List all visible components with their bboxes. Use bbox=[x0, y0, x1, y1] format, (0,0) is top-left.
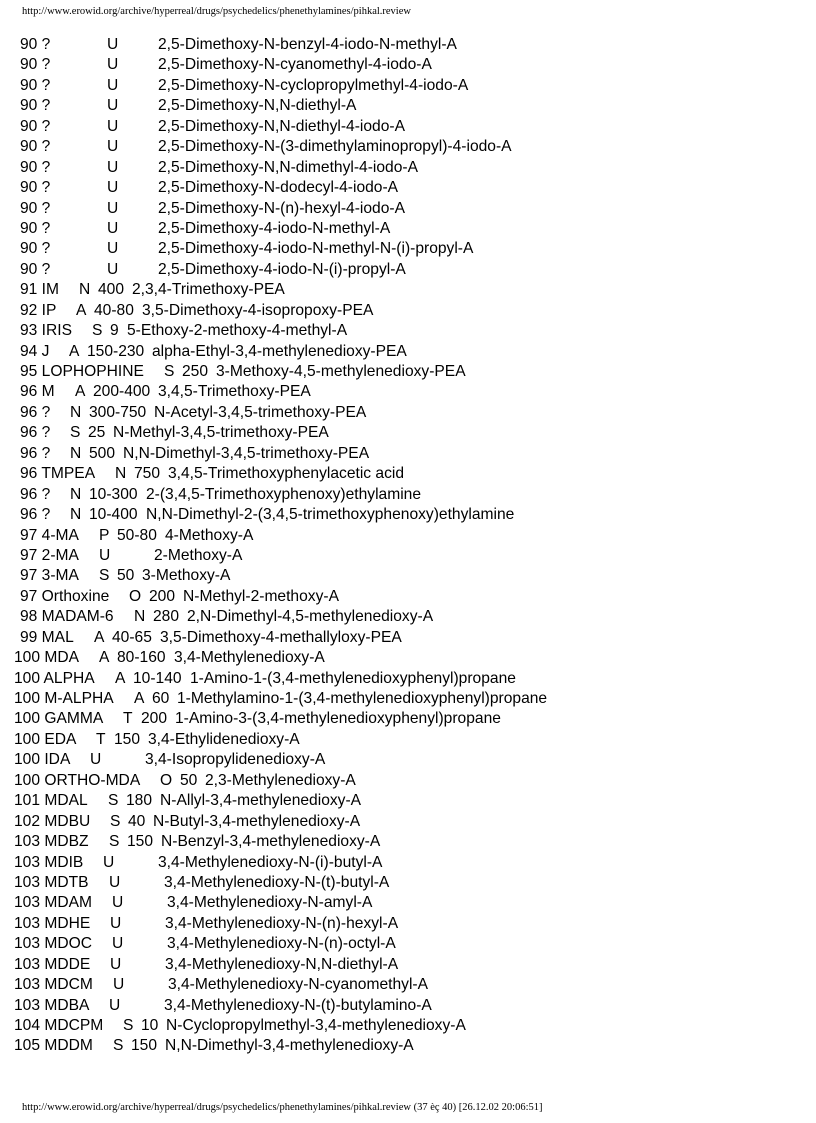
compound-name: N-Methyl-3,4,5-trimethoxy-PEA bbox=[113, 424, 329, 442]
page-and-code: 96 ? bbox=[20, 485, 51, 503]
listing-row bbox=[0, 669, 816, 689]
listing-row bbox=[0, 342, 816, 362]
activity-class: A bbox=[69, 342, 80, 360]
activity-class: N bbox=[134, 608, 146, 626]
compound-name: N-Methyl-2-methoxy-A bbox=[183, 587, 339, 605]
activity-class: N bbox=[70, 485, 82, 503]
page-and-code: 92 IP bbox=[20, 301, 57, 319]
compound-name: N,N-Dimethyl-3,4-methylenedioxy-A bbox=[165, 1037, 414, 1055]
compound-name: 3,4,5-Trimethoxy-PEA bbox=[158, 383, 311, 401]
activity-class: U bbox=[113, 976, 125, 994]
compound-name: 2,5-Dimethoxy-N-benzyl-4-iodo-N-methyl-A bbox=[158, 36, 457, 53]
compound-name: 1-Amino-1-(3,4-methylenedioxyphenyl)propane bbox=[190, 669, 516, 687]
listing-row bbox=[0, 771, 816, 791]
listing-row bbox=[0, 35, 816, 55]
listing-row bbox=[0, 628, 816, 648]
activity-class: U bbox=[107, 158, 119, 176]
listing-row bbox=[0, 280, 816, 300]
compound-name: 3,4-Methylenedioxy-N-cyanomethyl-A bbox=[168, 976, 428, 994]
page-and-code: 100 M-ALPHA bbox=[14, 690, 114, 707]
listing-row bbox=[0, 1016, 816, 1036]
listing-row bbox=[0, 955, 816, 975]
activity-class: U bbox=[103, 853, 115, 871]
page-and-code: 90 ? bbox=[20, 76, 51, 94]
page-and-code: 98 MADAM-6 bbox=[20, 608, 114, 626]
listing-row bbox=[0, 996, 816, 1016]
activity-class: A bbox=[115, 669, 126, 687]
listing-row bbox=[0, 382, 816, 402]
listing-row bbox=[0, 117, 816, 137]
page-and-code: 90 ? bbox=[20, 117, 51, 135]
compound-name: N-Cyclopropylmethyl-3,4-methylenedioxy-A bbox=[166, 1017, 466, 1034]
activity-class: A bbox=[94, 628, 105, 646]
listing-row bbox=[0, 1036, 816, 1056]
activity-class: U bbox=[107, 260, 119, 278]
compound-name: N,N-Dimethyl-3,4,5-trimethoxy-PEA bbox=[123, 444, 370, 462]
activity-class: U bbox=[112, 935, 124, 953]
listing-row bbox=[0, 505, 816, 525]
listing-row bbox=[0, 853, 816, 873]
compound-listing bbox=[0, 35, 816, 1057]
listing-row bbox=[0, 709, 816, 729]
compound-name: 2,3,4-Trimethoxy-PEA bbox=[132, 281, 285, 299]
activity-class: U bbox=[107, 56, 119, 74]
compound-name: 2,N-Dimethyl-4,5-methylenedioxy-A bbox=[187, 608, 434, 626]
page-url-header: http://www.erowid.org/archive/hyperreal/drugs/psychedelics/phenethylamines/pihkal.review bbox=[22, 6, 411, 17]
page-and-code: 100 IDA bbox=[14, 751, 71, 769]
dosage: 10 bbox=[141, 1017, 159, 1034]
listing-row bbox=[0, 526, 816, 546]
page-and-code: 105 MDDM bbox=[14, 1037, 93, 1055]
listing-row bbox=[0, 239, 816, 259]
page-and-code: 90 ? bbox=[20, 260, 51, 278]
page-and-code: 96 M bbox=[20, 383, 55, 401]
activity-class: A bbox=[99, 649, 110, 667]
listing-row bbox=[0, 301, 816, 321]
compound-name: 3,4-Methylenedioxy-N-(n)-octyl-A bbox=[167, 935, 396, 953]
compound-name: 3,4-Methylenedioxy-N-(t)-butyl-A bbox=[164, 873, 390, 891]
page-and-code: 102 MDBU bbox=[14, 812, 91, 830]
dosage: 750 bbox=[134, 465, 161, 483]
compound-name: 3-Methoxy-A bbox=[142, 567, 231, 585]
page-and-code: 100 EDA bbox=[14, 730, 77, 748]
activity-class: S bbox=[164, 363, 175, 380]
page-and-code: 103 MDOC bbox=[14, 935, 92, 953]
page-and-code: 103 MDBZ bbox=[14, 833, 89, 851]
page-and-code: 97 3-MA bbox=[20, 567, 79, 585]
activity-class: U bbox=[107, 199, 119, 217]
compound-name: N-Allyl-3,4-methylenedioxy-A bbox=[160, 792, 362, 810]
page-and-code: 99 MAL bbox=[20, 628, 74, 646]
page-and-code: 90 ? bbox=[20, 158, 51, 176]
compound-name: 2,5-Dimethoxy-N-cyclopropylmethyl-4-iodo-A bbox=[158, 76, 469, 94]
page-and-code: 90 ? bbox=[20, 179, 51, 197]
dosage: 280 bbox=[153, 608, 180, 626]
page-and-code: 94 J bbox=[20, 342, 50, 360]
dosage: 25 bbox=[88, 424, 106, 442]
compound-name: 3,4-Methylenedioxy-N-(n)-hexyl-A bbox=[165, 914, 399, 932]
listing-row bbox=[0, 199, 816, 219]
dosage: 300-750 bbox=[89, 403, 147, 421]
dosage: 180 bbox=[126, 792, 153, 810]
page-and-code: 103 MDAM bbox=[14, 894, 92, 912]
listing-row bbox=[0, 648, 816, 668]
compound-name: 2,5-Dimethoxy-N-(n)-hexyl-4-iodo-A bbox=[158, 199, 405, 217]
page-and-code: 90 ? bbox=[20, 219, 51, 237]
dosage: 200 bbox=[141, 710, 168, 728]
activity-class: A bbox=[75, 383, 86, 401]
activity-class: S bbox=[99, 567, 110, 585]
dosage: 10-300 bbox=[89, 485, 138, 503]
compound-name: 2,5-Dimethoxy-N,N-diethyl-A bbox=[158, 97, 357, 115]
listing-row bbox=[0, 566, 816, 586]
listing-row bbox=[0, 832, 816, 852]
activity-class: U bbox=[107, 97, 119, 115]
dosage: 40-80 bbox=[94, 301, 134, 319]
dosage: 200-400 bbox=[93, 383, 151, 401]
dosage: 150-230 bbox=[87, 342, 145, 360]
listing-row bbox=[0, 76, 816, 96]
page-and-code: 103 MDHE bbox=[14, 914, 91, 932]
activity-class: P bbox=[99, 526, 110, 544]
dosage: 40-65 bbox=[112, 628, 152, 646]
compound-name: 3,4-Methylenedioxy-N-(i)-butyl-A bbox=[158, 853, 383, 871]
compound-name: N-Acetyl-3,4,5-trimethoxy-PEA bbox=[154, 403, 367, 421]
listing-row bbox=[0, 178, 816, 198]
listing-row bbox=[0, 934, 816, 954]
activity-class: A bbox=[134, 690, 145, 707]
listing-row bbox=[0, 403, 816, 423]
page-and-code: 100 MDA bbox=[14, 649, 80, 667]
compound-name: 5-Ethoxy-2-methoxy-4-methyl-A bbox=[127, 322, 348, 340]
page-and-code: 90 ? bbox=[20, 56, 51, 74]
dosage: 10-140 bbox=[133, 669, 182, 687]
compound-name: 3,5-Dimethoxy-4-methallyloxy-PEA bbox=[160, 628, 402, 646]
listing-row bbox=[0, 158, 816, 178]
page-and-code: 97 2-MA bbox=[20, 546, 79, 564]
activity-class: U bbox=[109, 996, 121, 1014]
activity-class: N bbox=[70, 403, 82, 421]
listing-row bbox=[0, 873, 816, 893]
page-and-code: 100 ALPHA bbox=[14, 669, 95, 687]
compound-name: 2,5-Dimethoxy-4-iodo-N-methyl-A bbox=[158, 219, 391, 237]
compound-name: 2,3-Methylenedioxy-A bbox=[205, 771, 356, 789]
listing-row bbox=[0, 546, 816, 566]
listing-row bbox=[0, 485, 816, 505]
listing-row bbox=[0, 914, 816, 934]
page-and-code: 100 GAMMA bbox=[14, 710, 104, 728]
page-and-code: 103 MDIB bbox=[14, 853, 84, 871]
page-and-code: 103 MDCM bbox=[14, 976, 93, 994]
activity-class: U bbox=[107, 219, 119, 237]
page-and-code: 93 IRIS bbox=[20, 322, 73, 340]
compound-name: N,N-Dimethyl-2-(3,4,5-trimethoxyphenoxy)ethylamine bbox=[146, 506, 515, 524]
page-and-code: 96 ? bbox=[20, 424, 51, 442]
page-and-code: 95 LOPHOPHINE bbox=[20, 363, 144, 380]
activity-class: U bbox=[112, 894, 124, 912]
dosage: 80-160 bbox=[117, 649, 166, 667]
compound-name: 3-Methoxy-4,5-methylenedioxy-PEA bbox=[216, 363, 466, 380]
compound-name: 2-(3,4,5-Trimethoxyphenoxy)ethylamine bbox=[146, 485, 422, 503]
listing-row bbox=[0, 260, 816, 280]
listing-row bbox=[0, 96, 816, 116]
activity-class: N bbox=[70, 506, 82, 524]
activity-class: T bbox=[123, 710, 133, 728]
page-and-code: 97 Orthoxine bbox=[20, 587, 110, 605]
compound-name: 3,4,5-Trimethoxyphenylacetic acid bbox=[168, 465, 405, 483]
listing-row bbox=[0, 55, 816, 75]
page-and-code: 96 ? bbox=[20, 444, 51, 462]
activity-class: S bbox=[108, 792, 119, 810]
listing-row bbox=[0, 607, 816, 627]
compound-name: 3,4-Methylenedioxy-N-amyl-A bbox=[167, 894, 373, 912]
listing-row bbox=[0, 893, 816, 913]
dosage: 9 bbox=[110, 322, 119, 340]
dosage: 200 bbox=[149, 587, 176, 605]
activity-class: O bbox=[129, 587, 142, 605]
activity-class: S bbox=[70, 424, 81, 442]
activity-class: S bbox=[113, 1037, 124, 1055]
page-and-code: 104 MDCPM bbox=[14, 1017, 104, 1034]
activity-class: O bbox=[160, 771, 173, 789]
listing-row bbox=[0, 587, 816, 607]
listing-row bbox=[0, 750, 816, 770]
activity-class: N bbox=[115, 465, 127, 483]
page-and-code: 103 MDBA bbox=[14, 996, 90, 1014]
dosage: 40 bbox=[128, 812, 146, 830]
page-and-code: 96 ? bbox=[20, 506, 51, 524]
activity-class: U bbox=[107, 138, 119, 156]
listing-row bbox=[0, 444, 816, 464]
page-and-code: 90 ? bbox=[20, 97, 51, 115]
compound-name: 1-Amino-3-(3,4-methylenedioxyphenyl)propane bbox=[175, 710, 501, 728]
dosage: 400 bbox=[98, 281, 125, 299]
dosage: 50 bbox=[117, 567, 135, 585]
page-and-code: 96 TMPEA bbox=[20, 465, 96, 483]
dosage: 150 bbox=[114, 730, 141, 748]
activity-class: N bbox=[70, 444, 82, 462]
compound-name: N-Butyl-3,4-methylenedioxy-A bbox=[153, 812, 361, 830]
page-and-code: 101 MDAL bbox=[14, 792, 88, 810]
compound-name: 2,5-Dimethoxy-4-iodo-N-(i)-propyl-A bbox=[158, 260, 406, 278]
page-and-code: 90 ? bbox=[20, 138, 51, 156]
listing-row bbox=[0, 219, 816, 239]
dosage: 50-80 bbox=[117, 526, 157, 544]
listing-row bbox=[0, 137, 816, 157]
listing-row bbox=[0, 423, 816, 443]
activity-class: U bbox=[107, 117, 119, 135]
compound-name: 3,4-Ethylidenedioxy-A bbox=[148, 730, 300, 748]
compound-name: 2,5-Dimethoxy-4-iodo-N-methyl-N-(i)-propyl-A bbox=[158, 240, 474, 258]
activity-class: U bbox=[107, 179, 119, 197]
compound-name: 3,4-Isopropylidenedioxy-A bbox=[145, 751, 326, 769]
compound-name: N-Benzyl-3,4-methylenedioxy-A bbox=[161, 833, 381, 851]
page-and-code: 103 MDDE bbox=[14, 955, 91, 973]
page-and-code: 90 ? bbox=[20, 36, 51, 53]
page-and-code: 90 ? bbox=[20, 240, 51, 258]
dosage: 150 bbox=[127, 833, 154, 851]
activity-class: S bbox=[92, 322, 103, 340]
compound-name: 2-Methoxy-A bbox=[154, 546, 243, 564]
compound-name: 2,5-Dimethoxy-N,N-dimethyl-4-iodo-A bbox=[158, 158, 418, 176]
compound-name: 2,5-Dimethoxy-N-dodecyl-4-iodo-A bbox=[158, 179, 399, 197]
activity-class: U bbox=[107, 76, 119, 94]
activity-class: U bbox=[109, 873, 121, 891]
activity-class: U bbox=[107, 240, 119, 258]
listing-row bbox=[0, 812, 816, 832]
activity-class: U bbox=[90, 751, 102, 769]
activity-class: U bbox=[110, 955, 122, 973]
activity-class: S bbox=[123, 1017, 134, 1034]
dosage: 60 bbox=[152, 690, 170, 707]
compound-name: 2,5-Dimethoxy-N-(3-dimethylaminopropyl)-4-iodo-A bbox=[158, 138, 512, 156]
dosage: 500 bbox=[89, 444, 116, 462]
activity-class: T bbox=[96, 730, 106, 748]
page-and-code: 100 ORTHO-MDA bbox=[14, 771, 141, 789]
page-footer: http://www.erowid.org/archive/hyperreal/drugs/psychedelics/phenethylamines/pihkal.review (37 èç 40) [26.12.02 20:06:51] bbox=[22, 1102, 543, 1113]
activity-class: U bbox=[110, 914, 122, 932]
dosage: 10-400 bbox=[89, 506, 138, 524]
activity-class: N bbox=[79, 281, 91, 299]
page-and-code: 90 ? bbox=[20, 199, 51, 217]
compound-name: 4-Methoxy-A bbox=[165, 526, 254, 544]
compound-name: 2,5-Dimethoxy-N,N-diethyl-4-iodo-A bbox=[158, 117, 405, 135]
listing-row bbox=[0, 362, 816, 382]
compound-name: 3,4-Methylenedioxy-N,N-diethyl-A bbox=[165, 955, 399, 973]
activity-class: S bbox=[110, 812, 121, 830]
compound-name: 3,5-Dimethoxy-4-isopropoxy-PEA bbox=[142, 301, 374, 319]
compound-name: 1-Methylamino-1-(3,4-methylenedioxyphenyl)propane bbox=[177, 690, 548, 707]
activity-class: U bbox=[99, 546, 111, 564]
page-and-code: 103 MDTB bbox=[14, 873, 89, 891]
listing-row bbox=[0, 464, 816, 484]
listing-row bbox=[0, 730, 816, 750]
listing-row bbox=[0, 321, 816, 341]
dosage: 150 bbox=[131, 1037, 158, 1055]
page-and-code: 97 4-MA bbox=[20, 526, 79, 544]
compound-name: alpha-Ethyl-3,4-methylenedioxy-PEA bbox=[152, 342, 407, 360]
activity-class: S bbox=[109, 833, 120, 851]
compound-name: 3,4-Methylenedioxy-A bbox=[174, 649, 325, 667]
listing-row bbox=[0, 791, 816, 811]
compound-name: 2,5-Dimethoxy-N-cyanomethyl-4-iodo-A bbox=[158, 56, 432, 74]
listing-row bbox=[0, 689, 816, 709]
listing-row bbox=[0, 975, 816, 995]
page-and-code: 96 ? bbox=[20, 403, 51, 421]
dosage: 50 bbox=[180, 771, 198, 789]
activity-class: U bbox=[107, 36, 119, 53]
compound-name: 3,4-Methylenedioxy-N-(t)-butylamino-A bbox=[164, 996, 432, 1014]
activity-class: A bbox=[76, 301, 87, 319]
page-and-code: 91 IM bbox=[20, 281, 59, 299]
dosage: 250 bbox=[182, 363, 209, 380]
